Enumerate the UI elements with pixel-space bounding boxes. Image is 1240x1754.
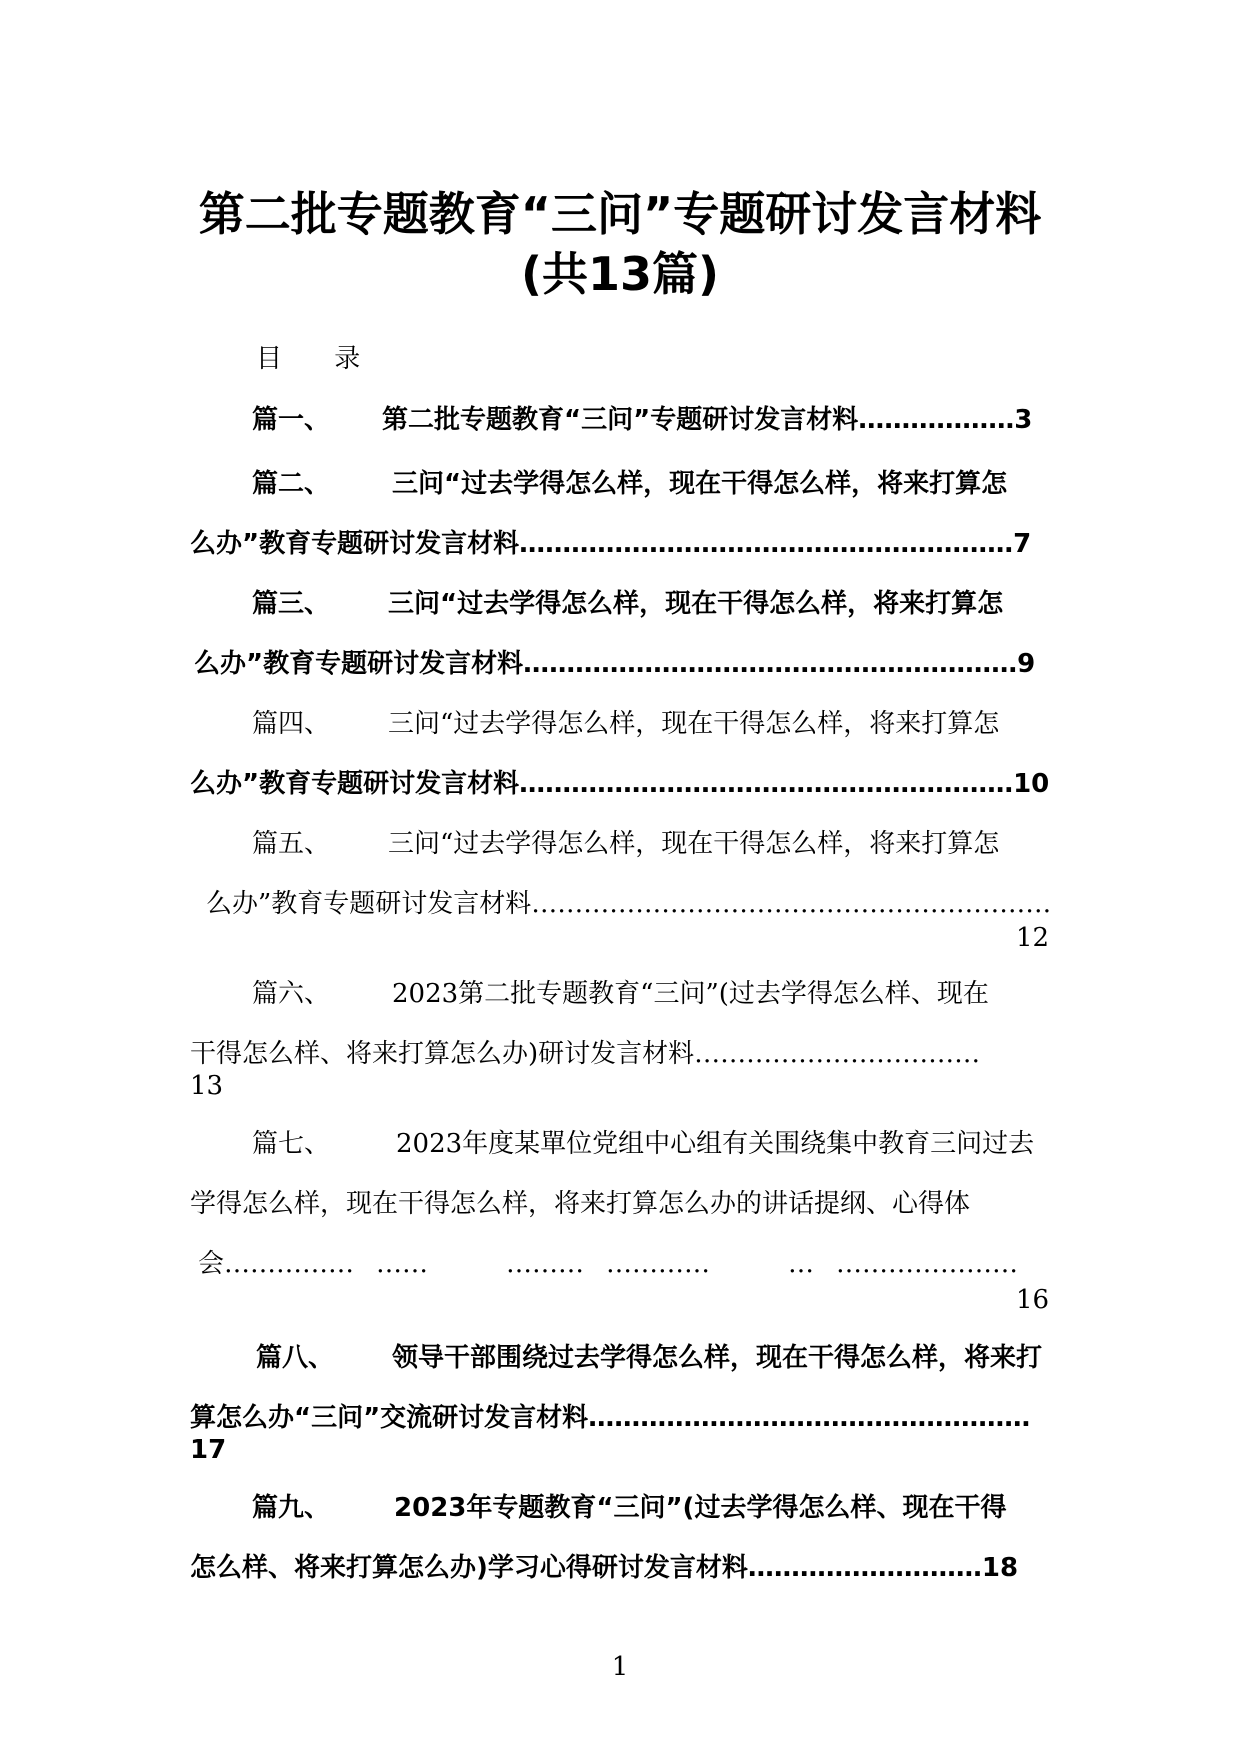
- toc-entry-title-cont: 算怎么办“三问”交流研讨发言材料: [190, 1403, 589, 1433]
- toc-entry-title-cont: 么办”教育专题研讨发言材料: [206, 889, 532, 919]
- toc-entry-title: 三问“过去学得怎么样，现在干得怎么样，将来打算怎: [392, 469, 1008, 499]
- toc-leader-dots: ……: [376, 1249, 429, 1279]
- toc-entry-title: 第二批专题教育“三问”专题研讨发言材料: [382, 405, 859, 435]
- toc-leader-dots: ……………………………………………: [588, 1403, 1031, 1433]
- toc-entry-page: 12: [1016, 923, 1050, 953]
- toc-entry-1[interactable]: [252, 402, 1032, 438]
- toc-entry-label: 篇六、: [252, 979, 331, 1009]
- toc-entry-page: 9: [1017, 649, 1036, 679]
- toc-entry-7[interactable]: [252, 1126, 1034, 1162]
- toc-entry-title: 2023年度某單位党组中心组有关围绕集中教育三问过去: [396, 1129, 1035, 1159]
- toc-entry-page: 3: [1014, 405, 1033, 435]
- toc-leader-dots: ………: [506, 1249, 585, 1279]
- toc-entry-9-cont[interactable]: [190, 1550, 1018, 1586]
- toc-entry-4[interactable]: [252, 706, 999, 742]
- toc-entry-label: 篇八、: [256, 1343, 335, 1373]
- toc-leader-dots: ………………………: [747, 1553, 982, 1583]
- toc-entry-6-cont[interactable]: [190, 1036, 980, 1072]
- toc-leader-dots: …………………………………………………: [519, 529, 1014, 559]
- toc-entry-label: 篇七、: [252, 1129, 331, 1159]
- toc-entry-label: 篇九、: [252, 1493, 331, 1523]
- toc-entry-6[interactable]: [252, 976, 989, 1012]
- toc-entry-4-cont[interactable]: [190, 766, 1050, 802]
- toc-entry-7-cont2[interactable]: [198, 1246, 1018, 1282]
- toc-entry-title: 三问“过去学得怎么样，现在干得怎么样，将来打算怎: [388, 589, 1004, 619]
- toc-entry-page: 16: [1016, 1285, 1050, 1315]
- toc-entry-title: 2023第二批专题教育“三问”(过去学得怎么样、现在: [392, 979, 989, 1009]
- toc-leader-dots: ……………………………………………………: [531, 889, 1052, 919]
- toc-entry-title: 2023年专题教育“三问”(过去学得怎么样、现在干得: [394, 1493, 1007, 1523]
- toc-leader-dots: ……………………………: [694, 1039, 981, 1069]
- toc-entry-7-cont[interactable]: [190, 1186, 970, 1222]
- toc-entry-label: 篇五、: [252, 829, 331, 859]
- toc-entry-page: 17: [190, 1435, 227, 1465]
- toc-entry-label: 篇四、: [252, 709, 331, 739]
- toc-entry-3[interactable]: [252, 586, 1003, 622]
- toc-entry-label: 篇一、: [252, 405, 331, 435]
- toc-entry-title-cont: 学得怎么样，现在干得怎么样，将来打算怎么办的讲话提纲、心得体: [190, 1189, 971, 1219]
- document-title: 第二批专题教育“三问”专题研讨发言材料: [198, 187, 1042, 241]
- toc-entry-title-cont: 么办”教育专题研讨发言材料: [194, 649, 524, 679]
- toc-entry-2[interactable]: [252, 466, 1007, 502]
- toc-entry-title-cont: 么办”教育专题研讨发言材料: [190, 529, 520, 559]
- toc-entry-8-cont[interactable]: [190, 1400, 1030, 1436]
- toc-entry-label: 篇三、: [252, 589, 331, 619]
- toc-leader-dots: …………………………………………………: [519, 769, 1014, 799]
- toc-leader-dots: …: [788, 1249, 815, 1279]
- toc-entry-title-cont: 会: [198, 1249, 225, 1279]
- toc-entry-8[interactable]: [256, 1340, 1042, 1376]
- document-subtitle: (共13篇): [520, 247, 720, 301]
- toc-leader-dots: …………………: [836, 1249, 1019, 1279]
- toc-heading: 目 录: [256, 344, 383, 374]
- toc-entry-title: 领导干部围绕过去学得怎么样，现在干得怎么样，将来打: [392, 1343, 1043, 1373]
- page-number: 1: [611, 1652, 629, 1682]
- toc-entry-title: 三问“过去学得怎么样，现在干得怎么样，将来打算怎: [388, 709, 1000, 739]
- toc-entry-page: 7: [1013, 529, 1032, 559]
- toc-entry-3-cont[interactable]: [194, 646, 1046, 682]
- toc-entry-title-cont: 怎么样、将来打算怎么办)学习心得研讨发言材料: [190, 1553, 748, 1583]
- toc-leader-dots: …………………………………………………: [523, 649, 1018, 679]
- toc-entry-title: 三问“过去学得怎么样，现在干得怎么样，将来打算怎: [388, 829, 1000, 859]
- toc-leader-dots: …………: [606, 1249, 711, 1279]
- toc-entry-page: 10: [1013, 769, 1050, 799]
- toc-entry-9[interactable]: [252, 1490, 1006, 1526]
- toc-entry-page: 13: [190, 1071, 224, 1101]
- toc-entry-page: 18: [981, 1553, 1019, 1583]
- toc-leader-dots: ……………: [224, 1249, 355, 1279]
- toc-leader-dots: ………………: [858, 405, 1015, 435]
- toc-entry-5[interactable]: [252, 826, 999, 862]
- toc-entry-5-cont[interactable]: [206, 886, 1051, 922]
- toc-entry-label: 篇二、: [252, 469, 331, 499]
- toc-entry-2-cont[interactable]: [190, 526, 1042, 562]
- toc-entry-title-cont: 么办”教育专题研讨发言材料: [190, 769, 520, 799]
- toc-entry-title-cont: 干得怎么样、将来打算怎么办)研讨发言材料: [190, 1039, 695, 1069]
